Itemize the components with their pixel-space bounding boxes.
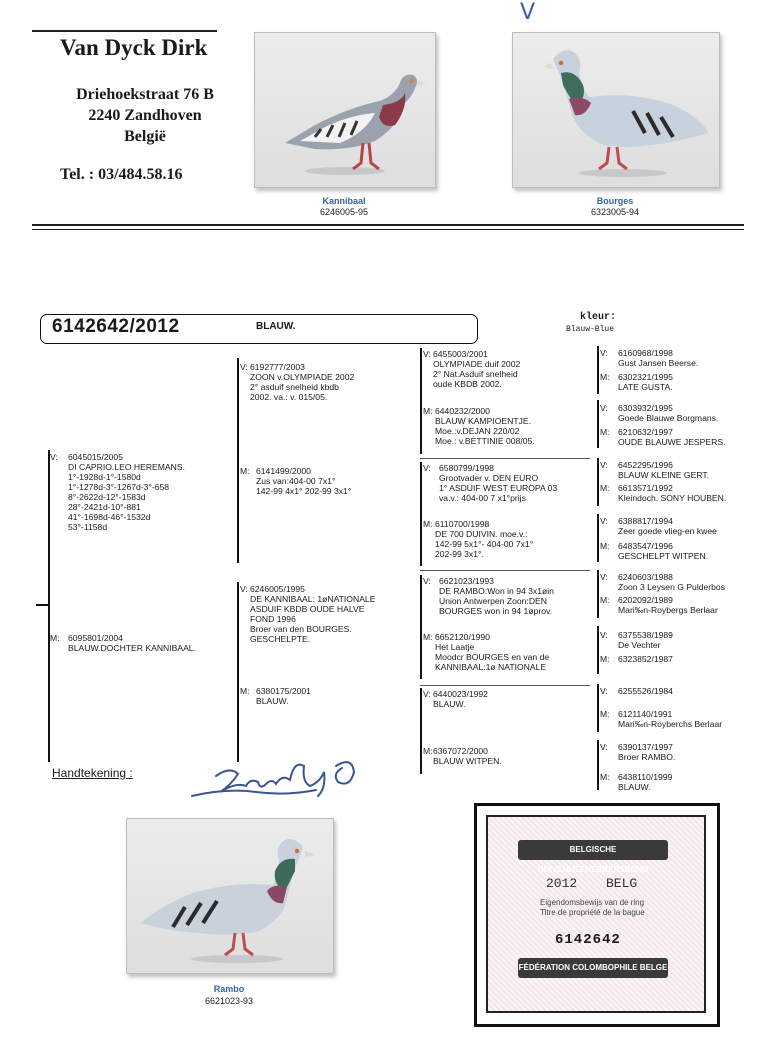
gen4-bracket-3	[597, 458, 599, 506]
gen4-label: M:	[600, 541, 610, 551]
gen2-text: 6192777/2003 ZOON v.OLYMPIADE 2002 2° asduif snelheid kbdb 2002. va.: v. 015/05.	[250, 362, 355, 402]
gen4-label: V:	[600, 403, 608, 413]
photo-rambo-name: Rambo	[213, 984, 245, 994]
gen3-entry	[423, 406, 535, 446]
header-rule-top	[32, 224, 744, 226]
photo-bourges	[512, 32, 720, 188]
gen4-bracket-2	[597, 400, 599, 448]
gen4-label: V:	[600, 516, 608, 526]
gen4-text: 6202092/1989 Mari‰n-Roybergs Berlaar	[618, 595, 718, 615]
gen4-bracket-7	[597, 684, 599, 732]
breeder-street: Driehoekstraat 76 B	[76, 86, 214, 103]
ring-card-line1: Eigendomsbewijs van de ring	[540, 898, 645, 907]
gen3-label: M:	[423, 746, 433, 756]
gen2-text: 6246005/1995 DE KANNIBAAL: 1øNATIONALE ASDUIF KBDB OUDE HALVE FOND 1996 Broer van den BOURGES. GESCHELPTE.	[250, 584, 376, 644]
gen4-text: 6210632/1997 OUDE BLAUWE JESPERS.	[618, 427, 726, 447]
gen4-text: 6160968/1998 Gust Jansen Beerse.	[618, 348, 699, 368]
gen4-bracket-6	[597, 626, 599, 674]
kleur-value: Blauw-Blue	[566, 325, 615, 334]
gen1-father	[50, 452, 185, 532]
gen2-entry	[240, 584, 375, 644]
gen4-entry	[600, 348, 698, 368]
gen2-label: M:	[240, 686, 250, 696]
gen4-label: V:	[600, 630, 608, 640]
gen3-separator-3	[420, 685, 590, 686]
gen4-label: M:	[600, 709, 610, 719]
gen4-entry	[600, 686, 673, 696]
photo-rambo-ring: 6621023-93	[204, 996, 254, 1006]
gen3-entry	[423, 463, 557, 503]
gen3-label: V:	[423, 576, 431, 586]
kleur-label: kleur:	[580, 312, 617, 323]
gen2-entry	[240, 362, 354, 402]
gen4-text: 6255526/1984	[618, 686, 673, 696]
gen4-entry	[600, 372, 673, 392]
gen4-text: 6302321/1995 LATE GUSTA.	[618, 372, 673, 392]
gen4-entry	[600, 541, 708, 561]
photo-kannibaal-ring: 6246005-95	[319, 207, 369, 217]
breeder-name: Van Dyck Dirk	[60, 35, 208, 60]
gen3-text: 6440023/1992 BLAUW.	[433, 689, 488, 709]
gen3-text: 6110700/1998 DE 700 DUIVIN. moe.v.: 142-99 5x1°- 404-00 7x1° 202-99 3x1°.	[435, 519, 534, 559]
gen4-entry	[600, 595, 718, 615]
pigeon-color: BLAUW.	[256, 321, 296, 332]
gen4-bracket-5	[597, 570, 599, 618]
signature-label: Handtekening :	[52, 766, 133, 780]
pigeon-rambo-image	[127, 819, 333, 973]
gen3-bracket-3	[420, 575, 422, 679]
gen4-text: 6483547/1996 GESCHELPT WITPEN.	[618, 541, 709, 561]
gen2-label: M:	[240, 466, 250, 476]
gen3-text: 6440232/2000 BLAUW KAMPIOENTJE. Moe.:v.DEJAN 220/02 Moe.: v.BETTINIE 008/05.	[435, 406, 535, 446]
ring-card-number: 6142642	[555, 932, 621, 948]
gen1-mother-text: 6095801/2004 BLAUW.DOCHTER KANNIBAAL.	[68, 633, 196, 653]
photo-bourges-ring: 6323005-94	[590, 207, 640, 217]
gen3-text: 6652120/1990 Het Laatje Moodcr BOURGES en van de KANNIBAAL:1ø NATIONALE	[435, 632, 550, 672]
gen1-mother-label: M:	[50, 633, 60, 643]
gen4-entry	[600, 572, 725, 592]
gen4-label: M:	[600, 595, 610, 605]
gen3-text: 6367072/2000 BLAUW WITPEN.	[433, 746, 502, 766]
gen3-entry	[423, 689, 488, 709]
gen3-bracket-2	[420, 462, 422, 566]
gen4-text: 6121140/1991 Mari‰n-Royberchs Berlaar	[618, 709, 723, 729]
gen3-label: V:	[423, 689, 431, 699]
breeder-country: België	[124, 128, 166, 145]
gen4-text: 6390137/1997 Broer RAMBO.	[618, 742, 676, 762]
gen4-label: V:	[600, 742, 608, 752]
gen3-separator-2	[420, 570, 590, 571]
gen4-label: V:	[600, 460, 608, 470]
photo-kannibaal-name: Kannibaal	[322, 196, 366, 206]
gen3-text: 6455003/2001 OLYMPIADE duif 2002 2° Nat.Asduif snelheid oude KBDB 2002.	[433, 349, 521, 389]
gen1-father-label: V:	[50, 452, 58, 462]
gen3-entry	[423, 632, 549, 672]
gen2-text: 6141499/2000 Zus van:404-00 7x1° 142-99 4x1° 202-99 3x1°	[256, 466, 352, 496]
gen4-entry	[600, 403, 718, 423]
gen4-entry	[600, 654, 673, 664]
gen3-separator-1	[420, 458, 590, 459]
gen4-text: 6303932/1995 Goede Blauwe Borgmans.	[618, 403, 719, 423]
gen4-entry	[600, 427, 725, 447]
gen4-entry	[600, 516, 717, 536]
gen4-text: 6375538/1989 De Vechter	[618, 630, 673, 650]
gen2-label: V:	[240, 362, 248, 372]
gen4-bracket-4	[597, 514, 599, 562]
gen4-bracket-1	[597, 346, 599, 394]
gen4-label: V:	[600, 348, 608, 358]
gen4-text: 6452295/1996 BLAUW KLEINE GERT.	[618, 460, 710, 480]
gen4-entry	[600, 483, 726, 503]
gen4-text: 6613571/1992 Kleindoch. SONY HOUBEN.	[618, 483, 727, 503]
gen3-text: 6621023/1993 DE RAMBO:Won in 94 3x1øin Union Antwerpen Zoon:DEN BOURGES won in 94 1øprov.	[439, 576, 554, 616]
gen3-entry	[423, 746, 502, 766]
gen2-bracket-bottom	[237, 582, 239, 762]
pigeon-kannibaal-image	[255, 33, 435, 187]
gen4-label: M:	[600, 654, 610, 664]
photo-bourges-name: Bourges	[596, 196, 634, 206]
gen4-entry	[600, 630, 673, 650]
gen4-text: 6240603/1988 Zoon 3 Leysen G Pulderbos	[618, 572, 726, 592]
header-top-rule	[32, 30, 217, 32]
gen3-bracket-1	[420, 348, 422, 454]
gen4-text: 6438110/1999 BLAUW.	[618, 772, 673, 792]
gen4-label: M:	[600, 483, 610, 493]
gen4-label: M:	[600, 372, 610, 382]
gen3-entry	[423, 576, 554, 616]
breeder-city: 2240 Zandhoven	[88, 107, 202, 124]
gen3-bracket-4	[420, 688, 422, 774]
gen4-text: 6323852/1987	[618, 654, 673, 664]
ring-card-footer: FÉDÉRATION COLOMBOPHILE BELGE	[518, 958, 668, 978]
gen3-label: M:	[423, 519, 433, 529]
ring-card-header: BELGISCHE DUIVENLIEFHEBBERSBOND	[518, 840, 668, 860]
gen3-label: V:	[423, 463, 431, 473]
gen4-label: V:	[600, 686, 608, 696]
ring-card-year: 2012	[546, 876, 578, 891]
gen1-mother	[50, 633, 196, 653]
header-rule-bottom	[32, 229, 744, 230]
gen4-entry	[600, 460, 709, 480]
photo-kannibaal	[254, 32, 436, 188]
gen3-label: M:	[423, 632, 433, 642]
gen2-bracket-top	[237, 358, 239, 563]
gen3-label: V:	[423, 349, 431, 359]
pigeon-bourges-image	[513, 33, 719, 187]
gen4-label: M:	[600, 772, 610, 782]
ring-card-line2: Titre de propriété de la bague	[540, 908, 645, 917]
gen4-bracket-8	[597, 740, 599, 790]
handwritten-signature	[186, 752, 386, 812]
gen4-label: M:	[600, 427, 610, 437]
gen4-entry	[600, 772, 672, 792]
gen4-text: 6388817/1994 Zeer goede vlieg-en kwee	[618, 516, 717, 536]
gen2-entry	[240, 686, 311, 706]
gen3-text: 6580799/1998 Grootvader v. DEN EURO 1° ASDUIF WEST EUROPA 03 va.v.: 404-00 7 x1°prijs	[439, 463, 558, 503]
gen3-entry	[423, 349, 520, 389]
gen2-label: V:	[240, 584, 248, 594]
ring-card-country: BELG	[606, 876, 638, 891]
root-connector	[36, 604, 48, 606]
photo-rambo	[126, 818, 334, 974]
gen1-father-text: 6045015/2005 DI CAPRIO.LEO HEREMANS. 1°-1928d-1°-1580d 1°-1278d-3°-1267d-3°-658 8°-2622d-12°-1583d 28°-2421d-10°-881 41°-1698d-46°-1532d 53°-1158d	[68, 452, 185, 532]
gen4-label: V:	[600, 572, 608, 582]
gen2-text: 6380175/2001 BLAUW.	[256, 686, 311, 706]
gen3-entry	[423, 519, 533, 559]
breeder-phone: Tel. : 03/484.58.16	[60, 166, 183, 183]
gen3-label: M:	[423, 406, 433, 416]
ring-number: 6142642/2012	[52, 316, 180, 337]
gen4-entry	[600, 742, 675, 762]
gen4-entry	[600, 709, 722, 729]
gen2-entry	[240, 466, 351, 496]
check-mark: V	[520, 0, 536, 25]
